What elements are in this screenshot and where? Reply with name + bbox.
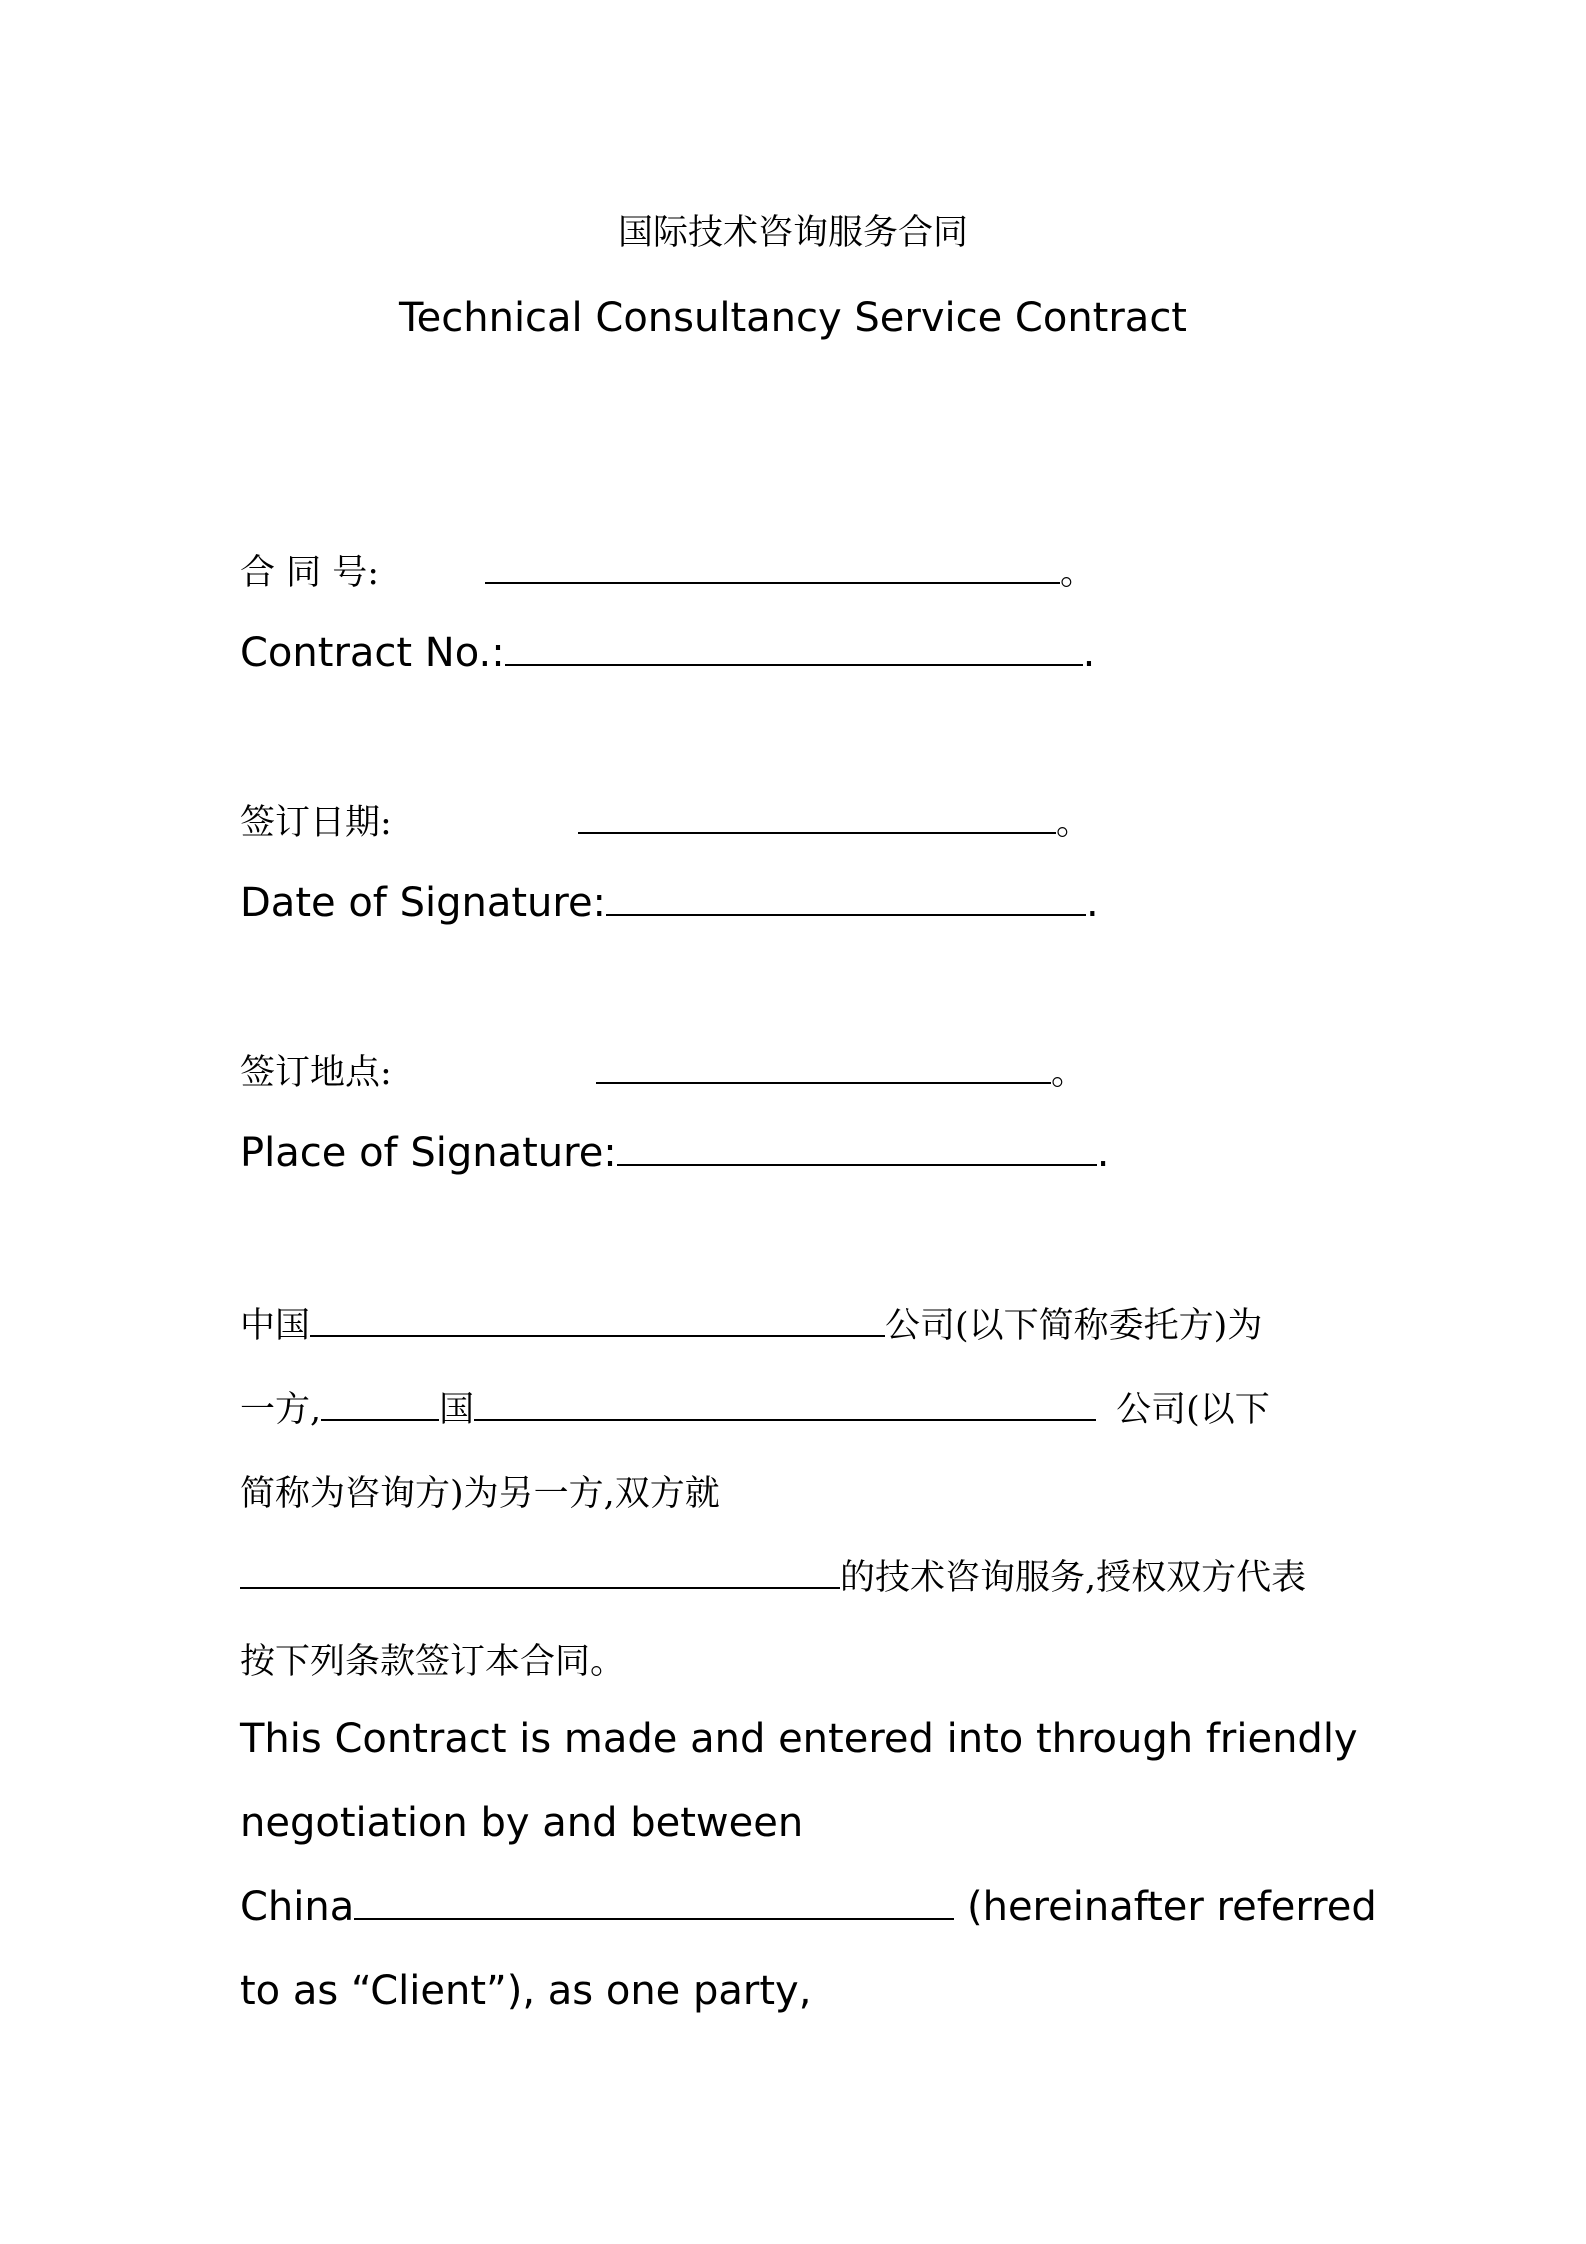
place-end-zh: 。 <box>1051 1053 1087 1093</box>
date-field-zh <box>578 795 1091 845</box>
para-zh-p1-suffix: 公司(以下简称委托方)为 <box>885 1306 1263 1346</box>
client-company-blank-en[interactable] <box>354 1888 954 1920</box>
date-blank-zh[interactable] <box>578 802 1056 834</box>
para-zh-line-5: 按下列条款签订本合同。 <box>240 1642 626 1682</box>
date-label-en <box>240 880 1099 926</box>
para-en-line-1: This Contract is made and entered into through friendly <box>240 1716 1358 1762</box>
date-label-zh: 签订日期: <box>240 803 392 843</box>
para-zh-line-1 <box>240 1298 1262 1348</box>
date-end-zh: 。 <box>1056 803 1092 843</box>
para-zh-p4-suffix: 的技术咨询服务,授权双方代表 <box>840 1558 1307 1598</box>
para-zh-p2-mid: 国 <box>439 1390 475 1430</box>
service-subject-blank-zh[interactable] <box>240 1557 840 1589</box>
para-zh-line-4 <box>240 1550 1306 1600</box>
para-zh-p2-suffix: 公司(以下 <box>1116 1390 1270 1430</box>
client-company-blank-zh[interactable] <box>310 1305 885 1337</box>
contract-no-blank-zh[interactable] <box>485 552 1060 584</box>
place-field-zh <box>596 1045 1086 1095</box>
para-zh-p1-prefix: 中国 <box>240 1306 311 1346</box>
title-en: Technical Consultancy Service Contract <box>399 295 1187 341</box>
consultant-country-blank-zh[interactable] <box>321 1389 439 1421</box>
title-zh: 国际技术咨询服务合同 <box>617 213 968 253</box>
date-label-en-text: Date of Signature: <box>240 880 607 926</box>
place-label-en-text: Place of Signature: <box>240 1130 617 1176</box>
para-en-line-3 <box>240 1884 1377 1930</box>
place-blank-zh[interactable] <box>596 1052 1051 1084</box>
consultant-company-blank-zh[interactable] <box>474 1389 1096 1421</box>
contract-no-end-zh: 。 <box>1060 553 1096 593</box>
para-zh-line-3: 简称为咨询方)为另一方,双方就 <box>240 1474 720 1514</box>
date-end-en: . <box>1086 880 1099 926</box>
contract-no-blank-en[interactable] <box>505 634 1083 666</box>
contract-no-field-zh <box>485 545 1095 595</box>
place-end-en: . <box>1096 1130 1110 1176</box>
date-blank-en[interactable] <box>606 884 1086 916</box>
contract-no-label-en <box>240 630 1095 676</box>
para-en-line-2: negotiation by and between <box>240 1800 804 1846</box>
para-zh-p2-prefix: 一方, <box>240 1390 322 1430</box>
place-label-zh: 签订地点: <box>240 1053 392 1093</box>
para-en-l3-suffix: (hereinafter referred <box>954 1884 1377 1930</box>
place-label-en <box>240 1130 1110 1176</box>
para-en-line-4: to as “Client”), as one party, <box>240 1968 812 2014</box>
para-en-l3-prefix: China <box>240 1884 355 1930</box>
contract-no-label-zh: 合 同 号: <box>240 553 380 593</box>
place-blank-en[interactable] <box>617 1134 1097 1166</box>
contract-no-end-en: . <box>1082 630 1096 676</box>
para-zh-line-2 <box>240 1382 1270 1432</box>
contract-no-label-en-text: Contract No.: <box>240 630 505 676</box>
